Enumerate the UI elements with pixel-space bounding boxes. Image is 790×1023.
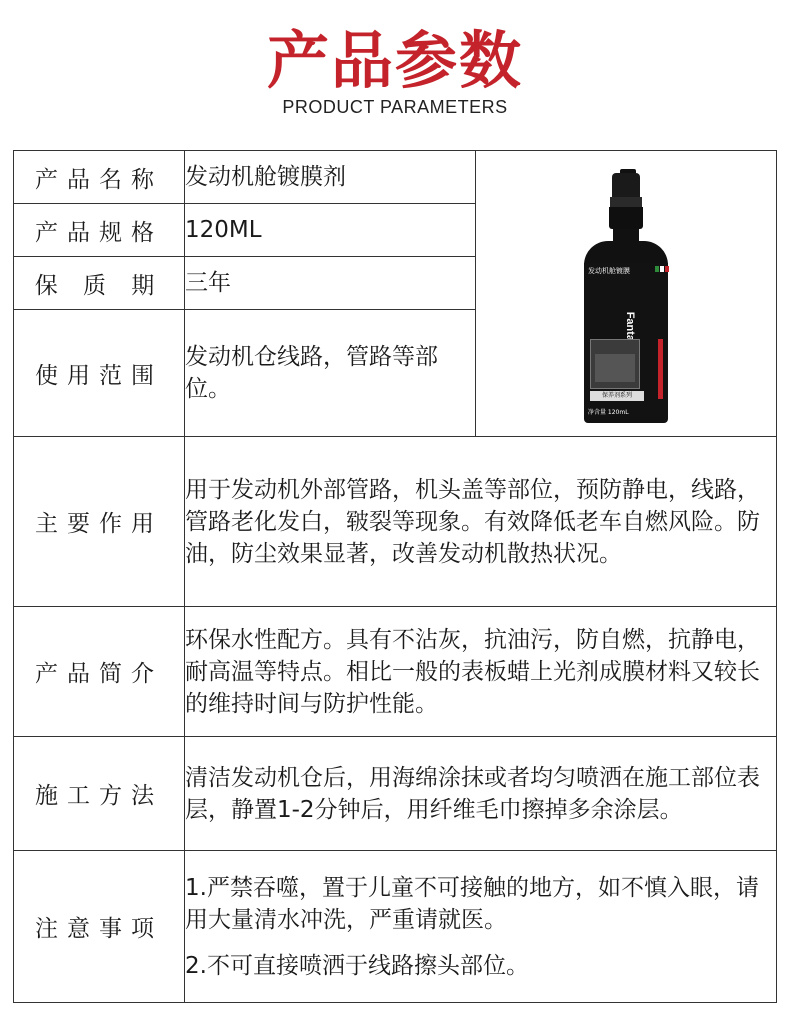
label-shelf-life: 保 质 期	[14, 257, 185, 310]
value-product-name: 发动机舱镀膜剂	[185, 151, 476, 204]
value-product-spec: 120ML	[185, 204, 476, 257]
table-row	[14, 151, 777, 204]
table-row	[14, 437, 777, 607]
page-title: 产品参数	[266, 24, 523, 97]
value-precautions	[185, 851, 777, 1003]
spray-collar	[609, 207, 643, 229]
table-row	[14, 737, 777, 851]
value-shelf-life: 三年	[185, 257, 476, 310]
spray-band	[610, 197, 642, 207]
label-product-name: 产品名称	[14, 151, 185, 204]
flag-white	[660, 266, 664, 272]
flag-red	[665, 266, 669, 272]
value-usage-scope: 发动机仓线路，管路等部位。	[185, 310, 476, 437]
value-product-intro: 环保水性配方。具有不沾灰，抗油污，防自燃，抗静电，耐高温等特点。相比一般的表板蜡上光剂成膜材料又较长的维持时间与防护性能。	[185, 607, 777, 737]
precaution-item-1: 1.严禁吞噬，置于儿童不可接触的地方，如不慎入眼，请用大量清水冲洗，严重请就医。	[185, 874, 759, 933]
precaution-item-2: 2.不可直接喷洒于线路擦头部位。	[185, 952, 529, 979]
label-product-intro: 产品简介	[14, 607, 185, 737]
bottle-series-label: 保养剂系列	[590, 391, 644, 401]
label-main-function: 主要作用	[14, 437, 185, 607]
label-precautions: 注意事项	[14, 851, 185, 1003]
label-application-method: 施工方法	[14, 737, 185, 851]
bottle-red-stripe	[658, 339, 663, 399]
bottle-engine-photo	[590, 339, 640, 389]
value-application-method: 清洁发动机仓后，用海绵涂抹或者均匀喷洒在施工部位表层，静置1-2分钟后，用纤维毛巾擦掉多余涂层。	[185, 737, 777, 851]
parameters-table	[13, 150, 777, 1003]
table-row	[14, 851, 777, 1003]
bottle-shoulder	[584, 241, 668, 265]
spray-head	[612, 173, 640, 197]
product-bottle-image	[576, 159, 676, 429]
flag-green	[655, 266, 659, 272]
page-header	[0, 0, 790, 140]
value-main-function: 用于发动机外部管路，机头盖等部位，预防静电，线路，管路老化发白，皲裂等现象。有效降低老车自燃风险。防油，防尘效果显著，改善发动机散热状况。	[185, 437, 777, 607]
engine-photo-inner	[595, 354, 635, 382]
label-product-spec: 产品规格	[14, 204, 185, 257]
label-usage-scope: 使用范围	[14, 310, 185, 437]
bottle-volume: 净含量 120mL	[588, 408, 629, 416]
bottle-label-title: 发动机舱镀膜	[588, 266, 630, 275]
page-subtitle: PRODUCT PARAMETERS	[282, 97, 508, 117]
product-image-cell	[476, 151, 777, 437]
table-row	[14, 607, 777, 737]
